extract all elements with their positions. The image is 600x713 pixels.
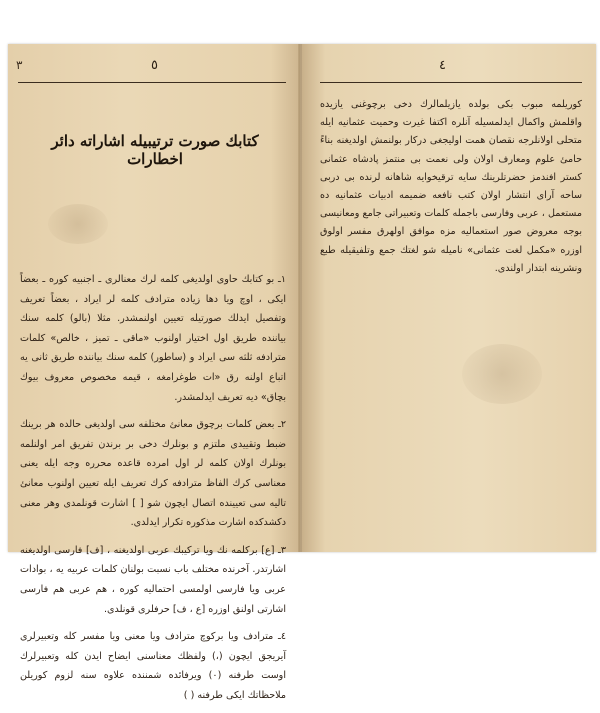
left-page-number: ٥ [151, 58, 158, 73]
paper-stain [462, 344, 542, 404]
open-book-spread [8, 44, 596, 701]
right-page-number: ٤ [439, 58, 446, 73]
left-paragraph-4: ٤ـ مترادف ويا بركوچ مترادف ويا معنى ويا مفسر كله وتعبيرلرى آيريجق ايچون (،) ولفظك معناسنى ايضاح ايدن كله وتعبيرلرك اوست طرفنه (٠) ويرفائده شمننده علاوه سنه لزوم كوريلن ملاحظاتك ايكى طرفنه ( ) [20, 631, 286, 701]
right-body-text [320, 96, 582, 286]
left-body-text [20, 270, 286, 713]
left-corner-mark: ٣ [16, 58, 23, 72]
left-paragraph-3: ٣ـ [ع] بركلمه نك ويا تركيبك عربى اولديغنه ، [ف] فارسى اولديغنه اشارتدر. آخرنده مختلف باب نسبت بولنان كلمات عربيه يه ، بوادات عربى ويا فارسى اولمسى احتماليه كوره ، هم عربى هم فارسى اشارتى اولنق اوزره [ع ، ف] حرفلرى قونلدى. [20, 544, 286, 615]
left-page [8, 44, 300, 701]
right-header-rule [320, 82, 582, 83]
section-title: كتابك صورت ترتيبيله اشاراته دائر اخطارات [51, 132, 259, 168]
left-paragraph-1: ١ـ بو كتابك حاوى اولديغى كلمه لرك معنالرى ـ اجنبيه كوره ـ بعضاً ايكى ، اوچ ويا دها زياده مترادف كلمه لر ايراد ، بعضاً تعريف وتفصيل ايدلك صورتيله تعيين اولنمشدر. مثلا (بالو) كلمه سنك بياننده طريق اول اختيار اولنوب «ماقى ـ تميز ، خالص» كلمات مترادفه ثلثه سى ايراد و (ساطور) كلمه سنك بياننده طريق ثانى يه اتباع اولنه رق «ات طوغرامغه ، قيمه مخصوص معروف بيوك بچاق» ديه تعريف ايدلمشدر. [20, 274, 286, 403]
left-paragraph-2: ٢ـ بعض كلمات برچوق معانئ مختلفه سى اولديغى حالده هر برينك ضبط وتقييدى ملتزم و بونلرك دخى بر برندن تفريق امر اولنلمه بونلرك اولان كلمه لر اول امرده قاعده محرره وجه ايله يعنى معناسى كرك الفاظ مترادفه كرك تعريف ايله تعيين اولنوب معانئ تاليه سى تعيينده اتصال ايچون شو [ ] اشارت قونلمدى وهر معنى دكشدكده اشارت مذكوره تكرار ايدلدى. [20, 419, 286, 529]
left-header-rule [18, 82, 286, 83]
right-page [302, 44, 596, 552]
right-paragraph-1: كوريلمه مبوب بكى بولده يازيلمالرك دخى برچوغنى يازيده واقلمش واكمال ايدلمسيله آنلره اكتفا غيرت وحميت عثمانيه ايله متحلى اولانلرجه نقصان همت اوليجغى دركار بولنمش اولديغنه بناءً حامئ علوم ومعارف اولان ولى نعمت بى منتمز پادشاه عثمانى كستر افندمز حضرتلرينك سايه ترقيخوايه شاهانه لرنده بى دربى ساحه آراى انتشار اولان كتب نافعه ضميمه ادبيات عثمانيه ده مستعمل ، عربى وفارسى باجمله كلمات وتعبيراتى جامع ومعانيسى بوجه معروض صور استعماليه مزه موافق اولهرق مفسر اولوق اوزره «مكمل لغت عثمانى» ناميله شو لغتك جمع وتلفيقيله طبع ونشرينه ابتدار اولندى. [320, 99, 582, 274]
paper-stain [48, 204, 108, 244]
